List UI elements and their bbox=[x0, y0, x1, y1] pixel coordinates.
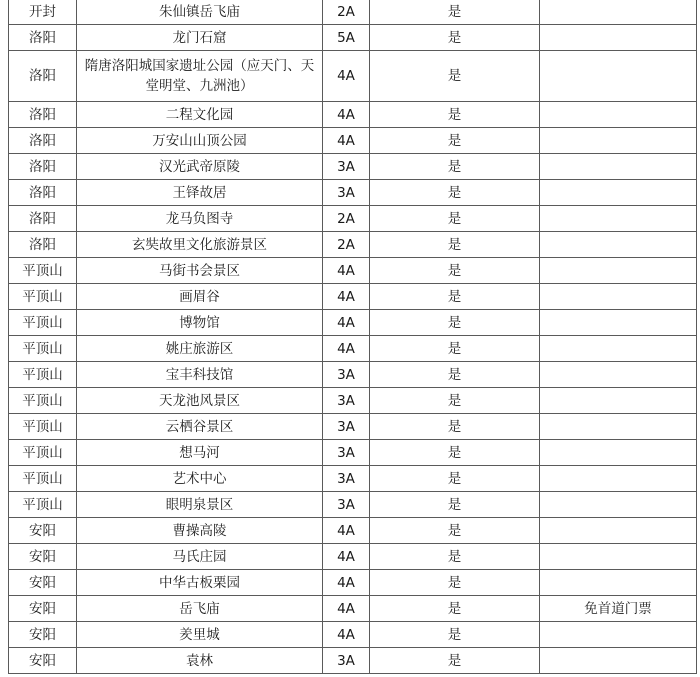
city-cell: 平顶山 bbox=[9, 310, 77, 336]
note-cell bbox=[540, 310, 697, 336]
free-cell: 是 bbox=[370, 154, 540, 180]
scenic-name-cell: 天龙池风景区 bbox=[77, 388, 323, 414]
note-cell bbox=[540, 440, 697, 466]
free-cell: 是 bbox=[370, 544, 540, 570]
city-cell: 安阳 bbox=[9, 648, 77, 674]
scenic-name-cell: 云栖谷景区 bbox=[77, 414, 323, 440]
free-cell: 是 bbox=[370, 284, 540, 310]
table-row bbox=[9, 596, 697, 622]
table-row bbox=[9, 258, 697, 284]
note-cell bbox=[540, 284, 697, 310]
note-cell bbox=[540, 180, 697, 206]
level-cell: 3A bbox=[323, 492, 370, 518]
free-cell: 是 bbox=[370, 440, 540, 466]
table-row bbox=[9, 440, 697, 466]
table-row bbox=[9, 102, 697, 128]
table-row bbox=[9, 25, 697, 51]
free-cell: 是 bbox=[370, 388, 540, 414]
note-cell bbox=[540, 154, 697, 180]
note-cell bbox=[540, 544, 697, 570]
city-cell: 平顶山 bbox=[9, 284, 77, 310]
level-cell: 3A bbox=[323, 388, 370, 414]
city-cell: 平顶山 bbox=[9, 336, 77, 362]
table-row bbox=[9, 0, 697, 25]
free-cell: 是 bbox=[370, 25, 540, 51]
note-cell bbox=[540, 232, 697, 258]
free-cell: 是 bbox=[370, 180, 540, 206]
table-row bbox=[9, 414, 697, 440]
note-cell bbox=[540, 128, 697, 154]
scenic-name-cell: 博物馆 bbox=[77, 310, 323, 336]
scenic-name-cell: 马氏庄园 bbox=[77, 544, 323, 570]
note-cell bbox=[540, 414, 697, 440]
free-cell: 是 bbox=[370, 596, 540, 622]
free-cell: 是 bbox=[370, 414, 540, 440]
note-cell bbox=[540, 51, 697, 102]
city-cell: 平顶山 bbox=[9, 440, 77, 466]
table-row bbox=[9, 362, 697, 388]
table-row bbox=[9, 284, 697, 310]
city-cell: 安阳 bbox=[9, 622, 77, 648]
city-cell: 平顶山 bbox=[9, 466, 77, 492]
level-cell: 4A bbox=[323, 596, 370, 622]
scenic-name-cell: 姚庄旅游区 bbox=[77, 336, 323, 362]
scenic-name-cell: 马街书会景区 bbox=[77, 258, 323, 284]
note-cell bbox=[540, 102, 697, 128]
free-cell: 是 bbox=[370, 232, 540, 258]
level-cell: 4A bbox=[323, 622, 370, 648]
table-row bbox=[9, 180, 697, 206]
city-cell: 洛阳 bbox=[9, 154, 77, 180]
city-cell: 洛阳 bbox=[9, 232, 77, 258]
note-cell bbox=[540, 570, 697, 596]
scenic-name-cell: 王铎故居 bbox=[77, 180, 323, 206]
table-row bbox=[9, 232, 697, 258]
scenic-name-cell: 二程文化园 bbox=[77, 102, 323, 128]
city-cell: 安阳 bbox=[9, 570, 77, 596]
table-row bbox=[9, 336, 697, 362]
table-row bbox=[9, 206, 697, 232]
level-cell: 2A bbox=[323, 232, 370, 258]
free-cell: 是 bbox=[370, 362, 540, 388]
note-cell bbox=[540, 336, 697, 362]
note-cell bbox=[540, 388, 697, 414]
table-row bbox=[9, 622, 697, 648]
note-cell bbox=[540, 518, 697, 544]
table-row bbox=[9, 154, 697, 180]
scenic-name-cell: 朱仙镇岳飞庙 bbox=[77, 0, 323, 25]
scenic-name-cell: 羑里城 bbox=[77, 622, 323, 648]
free-cell: 是 bbox=[370, 622, 540, 648]
free-cell: 是 bbox=[370, 466, 540, 492]
note-cell bbox=[540, 492, 697, 518]
scenic-name-cell: 汉光武帝原陵 bbox=[77, 154, 323, 180]
city-cell: 安阳 bbox=[9, 518, 77, 544]
free-cell: 是 bbox=[370, 51, 540, 102]
free-cell: 是 bbox=[370, 128, 540, 154]
city-cell: 洛阳 bbox=[9, 180, 77, 206]
note-cell bbox=[540, 206, 697, 232]
city-cell: 平顶山 bbox=[9, 362, 77, 388]
level-cell: 2A bbox=[323, 0, 370, 25]
free-cell: 是 bbox=[370, 0, 540, 25]
level-cell: 3A bbox=[323, 180, 370, 206]
note-cell bbox=[540, 622, 697, 648]
scenic-name-cell: 龙马负图寺 bbox=[77, 206, 323, 232]
table-row bbox=[9, 388, 697, 414]
level-cell: 3A bbox=[323, 362, 370, 388]
city-cell: 开封 bbox=[9, 0, 77, 25]
scenic-name-cell: 画眉谷 bbox=[77, 284, 323, 310]
scenic-name-cell: 宝丰科技馆 bbox=[77, 362, 323, 388]
note-cell bbox=[540, 648, 697, 674]
scenic-name-cell: 艺术中心 bbox=[77, 466, 323, 492]
table-row bbox=[9, 128, 697, 154]
scenic-name-cell: 袁林 bbox=[77, 648, 323, 674]
table-row bbox=[9, 648, 697, 674]
level-cell: 4A bbox=[323, 518, 370, 544]
table-row bbox=[9, 51, 697, 102]
table-row bbox=[9, 570, 697, 596]
city-cell: 洛阳 bbox=[9, 25, 77, 51]
level-cell: 2A bbox=[323, 206, 370, 232]
city-cell: 安阳 bbox=[9, 596, 77, 622]
city-cell: 洛阳 bbox=[9, 128, 77, 154]
free-cell: 是 bbox=[370, 336, 540, 362]
level-cell: 4A bbox=[323, 102, 370, 128]
level-cell: 3A bbox=[323, 648, 370, 674]
scenic-name-cell: 想马河 bbox=[77, 440, 323, 466]
city-cell: 平顶山 bbox=[9, 414, 77, 440]
city-cell: 洛阳 bbox=[9, 206, 77, 232]
scenic-name-cell: 玄奘故里文化旅游景区 bbox=[77, 232, 323, 258]
city-cell: 平顶山 bbox=[9, 258, 77, 284]
level-cell: 4A bbox=[323, 284, 370, 310]
scenic-name-cell: 隋唐洛阳城国家遗址公园（应天门、天堂明堂、九洲池） bbox=[77, 51, 323, 102]
scenic-name-cell: 龙门石窟 bbox=[77, 25, 323, 51]
scenic-name-cell: 中华古板栗园 bbox=[77, 570, 323, 596]
city-cell: 平顶山 bbox=[9, 388, 77, 414]
free-cell: 是 bbox=[370, 206, 540, 232]
note-cell bbox=[540, 466, 697, 492]
level-cell: 4A bbox=[323, 258, 370, 284]
table-row bbox=[9, 492, 697, 518]
scenic-name-cell: 眼明泉景区 bbox=[77, 492, 323, 518]
level-cell: 4A bbox=[323, 544, 370, 570]
level-cell: 3A bbox=[323, 440, 370, 466]
level-cell: 3A bbox=[323, 414, 370, 440]
scenic-name-cell: 岳飞庙 bbox=[77, 596, 323, 622]
table-row bbox=[9, 518, 697, 544]
city-cell: 洛阳 bbox=[9, 51, 77, 102]
free-cell: 是 bbox=[370, 102, 540, 128]
free-cell: 是 bbox=[370, 310, 540, 336]
level-cell: 5A bbox=[323, 25, 370, 51]
level-cell: 4A bbox=[323, 570, 370, 596]
free-cell: 是 bbox=[370, 648, 540, 674]
scenic-name-cell: 曹操高陵 bbox=[77, 518, 323, 544]
level-cell: 3A bbox=[323, 154, 370, 180]
level-cell: 4A bbox=[323, 336, 370, 362]
table-row bbox=[9, 310, 697, 336]
note-cell bbox=[540, 0, 697, 25]
note-cell bbox=[540, 258, 697, 284]
table-row bbox=[9, 544, 697, 570]
city-cell: 平顶山 bbox=[9, 492, 77, 518]
scenic-name-cell: 万安山山顶公园 bbox=[77, 128, 323, 154]
level-cell: 3A bbox=[323, 466, 370, 492]
free-cell: 是 bbox=[370, 518, 540, 544]
level-cell: 4A bbox=[323, 128, 370, 154]
table-body bbox=[9, 0, 697, 674]
table-row bbox=[9, 466, 697, 492]
free-cell: 是 bbox=[370, 492, 540, 518]
note-cell: 免首道门票 bbox=[540, 596, 697, 622]
city-cell: 安阳 bbox=[9, 544, 77, 570]
city-cell: 洛阳 bbox=[9, 102, 77, 128]
free-cell: 是 bbox=[370, 570, 540, 596]
level-cell: 4A bbox=[323, 310, 370, 336]
scenic-spots-table bbox=[8, 0, 697, 674]
note-cell bbox=[540, 362, 697, 388]
level-cell: 4A bbox=[323, 51, 370, 102]
free-cell: 是 bbox=[370, 258, 540, 284]
note-cell bbox=[540, 25, 697, 51]
